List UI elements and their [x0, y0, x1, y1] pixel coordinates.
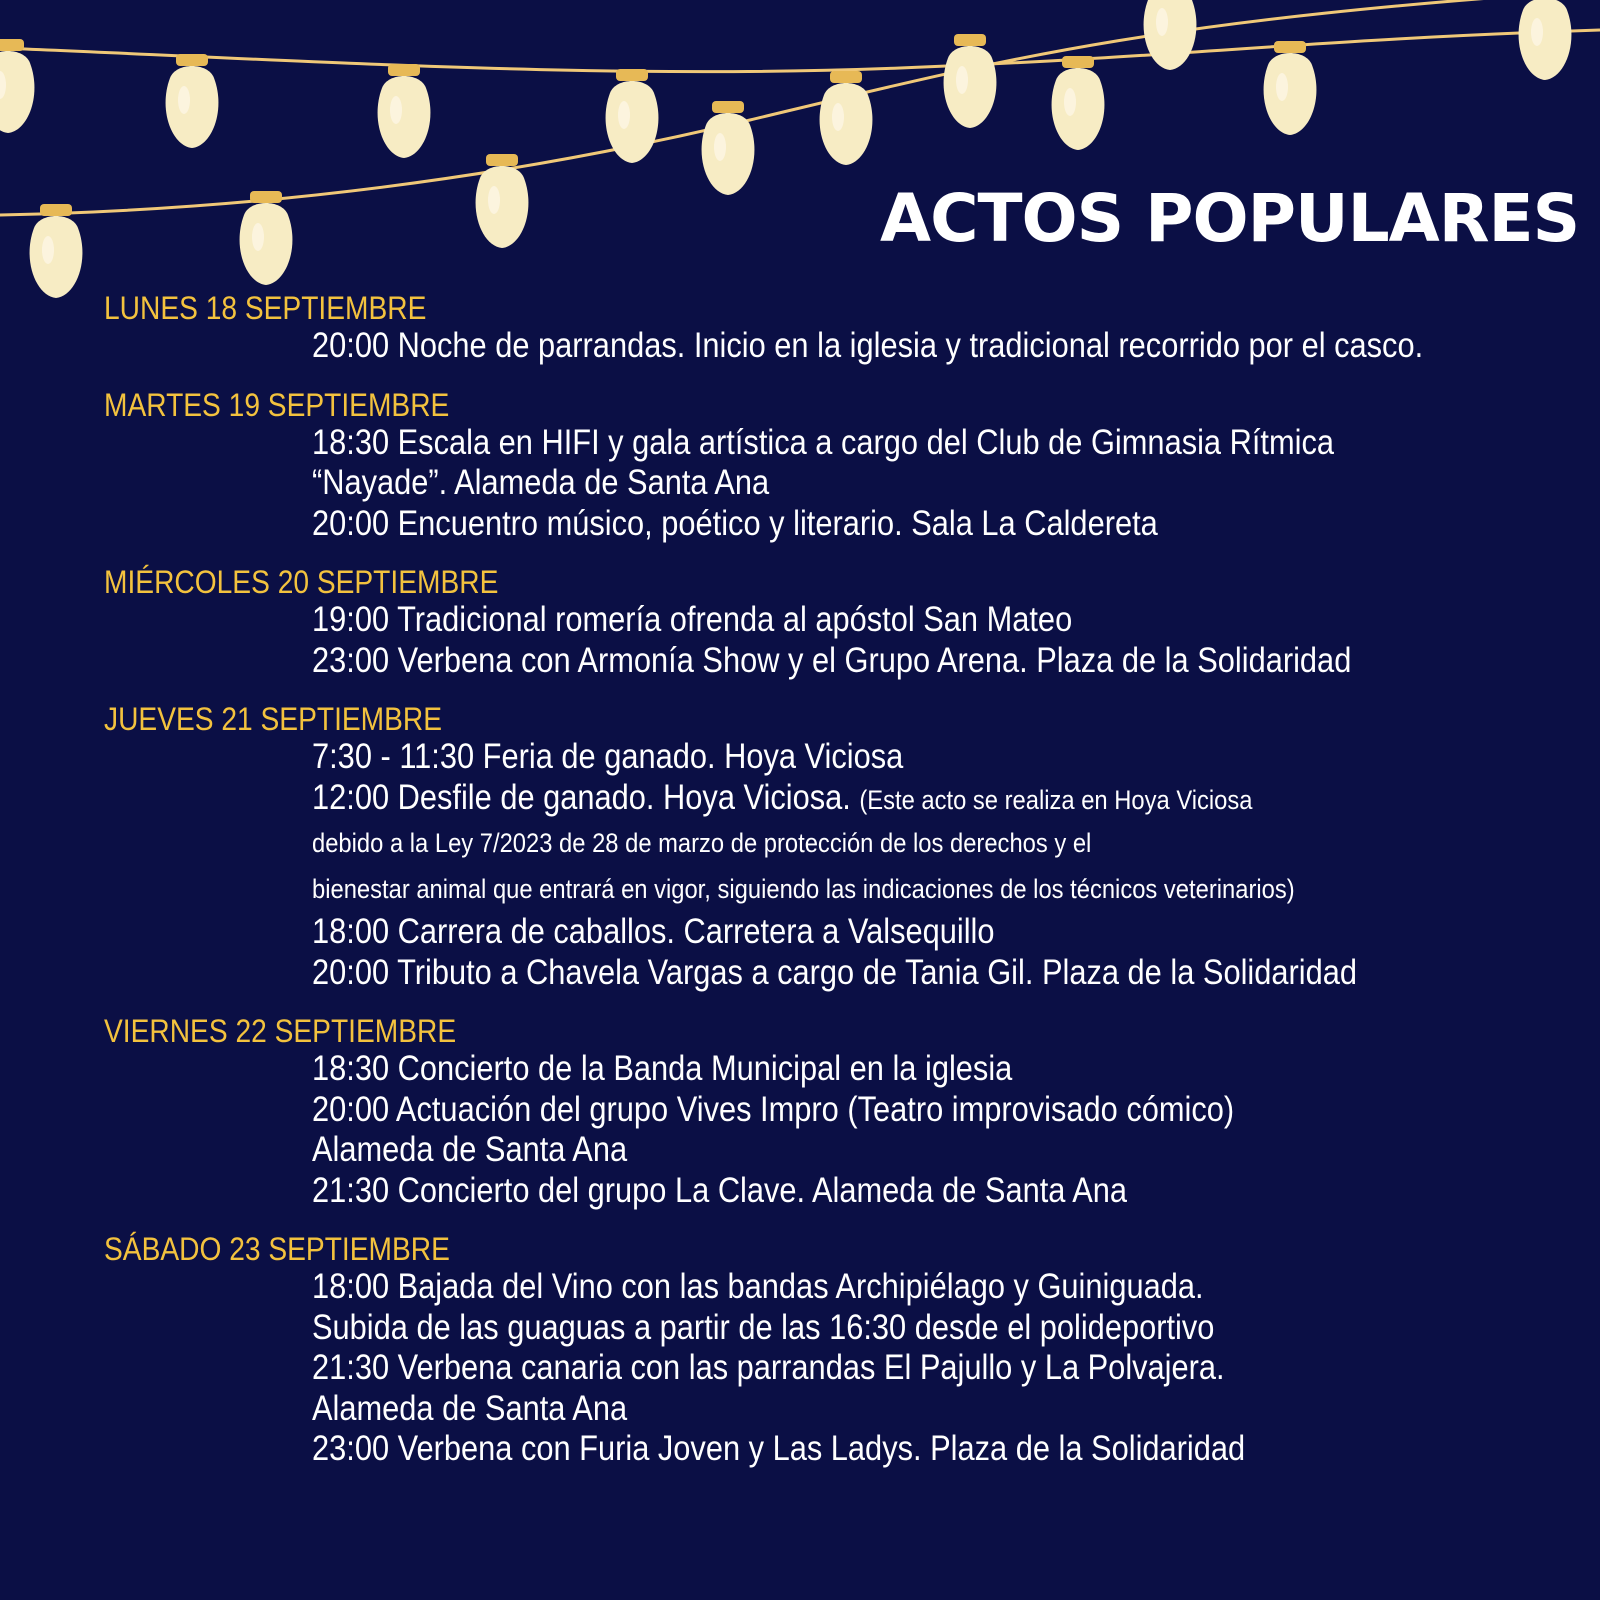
- light-bulb-icon: [0, 39, 34, 133]
- event-line: 23:00 Verbena con Furia Joven y Las Ladys. Plaza de la Solidaridad: [312, 1429, 1246, 1468]
- event-line: Alameda de Santa Ana: [312, 1130, 628, 1169]
- day-section-lunes: [0, 290, 1600, 367]
- day-label: VIERNES 22 SEPTIEMBRE: [104, 1013, 457, 1049]
- event-line: 18:30 Concierto de la Banda Municipal en la iglesia: [312, 1049, 1013, 1088]
- light-bulb-icon: [1264, 41, 1317, 135]
- light-bulb-icon: [820, 71, 873, 165]
- light-bulb-icon: [1052, 56, 1105, 150]
- event-line: 19:00 Tradicional romería ofrenda al apóstol San Mateo: [312, 600, 1073, 639]
- day-label: MARTES 19 SEPTIEMBRE: [104, 386, 450, 423]
- string-lights-garland: [0, 0, 1600, 320]
- event-line: 20:00 Actuación del grupo Vives Impro (Teatro improvisado cómico): [312, 1089, 1235, 1129]
- day-label: LUNES 18 SEPTIEMBRE: [104, 290, 427, 326]
- event-line: Alameda de Santa Ana: [312, 1388, 628, 1428]
- event-line: 18:30 Escala en HIFI y gala artística a cargo del Club de Gimnasia Rítmica: [312, 422, 1335, 462]
- day-section-miercoles: [0, 564, 1600, 681]
- event-line: 18:00 Carrera de caballos. Carretera a Valsequillo: [312, 912, 995, 951]
- event-line: 20:00 Noche de parrandas. Inicio en la iglesia y tradicional recorrido por el casco.: [312, 326, 1424, 365]
- light-bulb-icon: [702, 101, 755, 195]
- event-line: 20:00 Encuentro músico, poético y literario. Sala La Caldereta: [312, 503, 1158, 543]
- light-bulb-icon: [240, 191, 293, 285]
- event-line: 20:00 Tributo a Chavela Vargas a cargo de Tania Gil. Plaza de la Solidaridad: [312, 952, 1358, 992]
- light-bulb-icon: [30, 204, 83, 298]
- light-bulb-icon: [378, 64, 431, 158]
- day-section-jueves: [0, 701, 1600, 993]
- event-line: [312, 778, 1445, 821]
- day-label: JUEVES 21 SEPTIEMBRE: [104, 701, 443, 737]
- day-label: SÁBADO 23 SEPTIEMBRE: [104, 1231, 450, 1267]
- day-section-sabado: [0, 1231, 1600, 1470]
- event-note-line: bienestar animal que entrará en vigor, siguiendo las indicaciones de los técnicos veterinarios): [312, 874, 1295, 904]
- light-bulb-icon: [1144, 0, 1197, 70]
- event-line: 18:00 Bajada del Vino con las bandas Archipiélago y Guiniguada.: [312, 1267, 1204, 1306]
- event-line: 21:30 Verbena canaria con las parrandas El Pajullo y La Polvajera.: [312, 1348, 1225, 1387]
- event-line-main: 12:00 Desfile de ganado. Hoya Viciosa.: [312, 777, 860, 817]
- event-line: Subida de las guaguas a partir de las 16:30 desde el polideportivo: [312, 1307, 1215, 1347]
- event-line: 23:00 Verbena con Armonía Show y el Grupo Arena. Plaza de la Solidaridad: [312, 640, 1352, 680]
- event-line: 7:30 - 11:30 Feria de ganado. Hoya Viciosa: [312, 737, 904, 776]
- light-bulb-icon: [944, 34, 997, 128]
- event-line-note: (Este acto se realiza en Hoya Viciosa: [859, 784, 1253, 815]
- day-section-martes: [0, 387, 1600, 545]
- program-schedule: [0, 290, 1600, 1490]
- event-line: “Nayade”. Alameda de Santa Ana: [312, 463, 770, 502]
- light-bulb-icon: [166, 54, 219, 148]
- event-note-line: debido a la Ley 7/2023 de 28 de marzo de protección de los derechos y el: [312, 828, 1092, 858]
- event-line: 21:30 Concierto del grupo La Clave. Alameda de Santa Ana: [312, 1170, 1128, 1210]
- light-wire: [0, 30, 1600, 72]
- page-title: ACTOS POPULARES: [880, 180, 1580, 257]
- day-label: MIÉRCOLES 20 SEPTIEMBRE: [104, 564, 499, 600]
- light-bulb-icon: [606, 69, 659, 163]
- day-section-viernes: [0, 1013, 1600, 1211]
- light-bulb-icon: [1519, 0, 1572, 80]
